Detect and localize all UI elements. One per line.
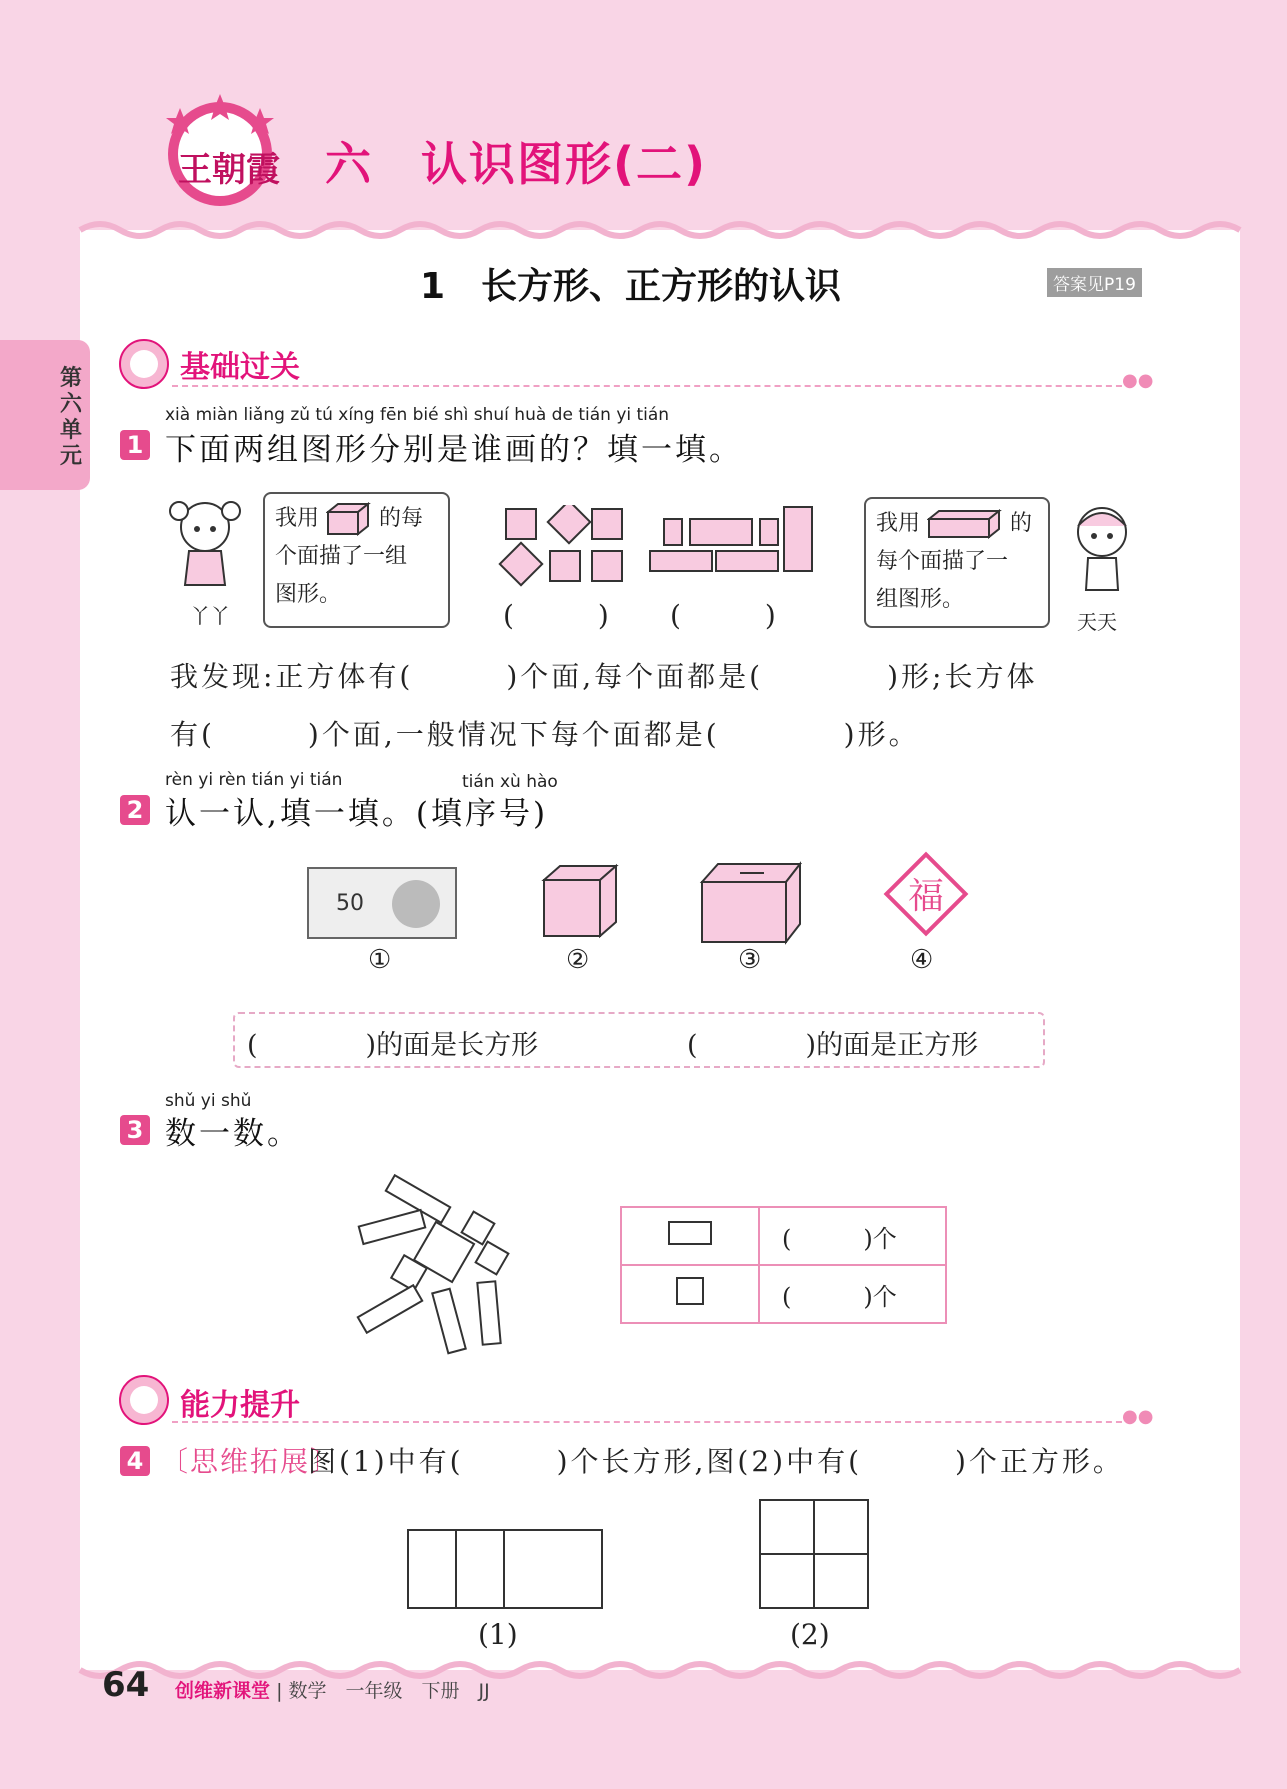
section-icon-basic <box>118 338 170 390</box>
lesson-title: 1 长方形、正方形的认识 <box>420 266 842 307</box>
box-image <box>698 860 804 946</box>
q2-answer-rectangle[interactable]: ( )的面是长方形 <box>247 1030 539 1061</box>
q1-finding-line-2: 有( )个面,一般情况下每个面都是( )形。 <box>170 718 920 751</box>
cuboid-icon <box>927 509 1003 539</box>
girl-yaya-illustration <box>165 495 245 605</box>
fu-paper-cut-image <box>878 846 974 942</box>
banknote-image <box>306 866 458 942</box>
section-icon-advanced <box>118 1374 170 1426</box>
q1-blank-2[interactable]: ( ) <box>670 599 776 632</box>
label-4: ④ <box>910 945 934 975</box>
fu-character: 福 <box>908 876 945 917</box>
right-bubble-text-3: 每个面描了一 <box>876 549 1009 574</box>
square-icon-cell <box>621 1265 759 1323</box>
left-bubble-text-2: 的每 <box>379 506 424 531</box>
section-title-advanced: 能力提升 <box>180 1388 300 1423</box>
girl-name: 丫丫 <box>190 604 230 628</box>
footer-book-details: | 数学 一年级 下册 JJ <box>276 1680 490 1702</box>
figure-2-label: (2) <box>790 1618 830 1651</box>
q4-text: 图(1)中有( )个长方形,图(2)中有( )个正方形。 <box>308 1445 1124 1478</box>
left-bubble-text-4: 图形。 <box>275 582 342 607</box>
boy-tiantian-illustration <box>1062 500 1142 610</box>
square-count[interactable]: ( )个 <box>759 1265 946 1323</box>
label-3: ③ <box>738 945 762 975</box>
figure-2-squares <box>758 1498 870 1610</box>
rectangle-count[interactable]: ( )个 <box>759 1207 946 1265</box>
left-speech-bubble <box>263 492 450 628</box>
table-row <box>621 1265 946 1323</box>
figure-1-rectangles <box>406 1528 606 1612</box>
side-tab-label: 第六单元 <box>60 366 83 469</box>
rectangle-group <box>648 505 818 585</box>
count-table <box>620 1206 947 1324</box>
right-bubble-text-1: 我用 <box>876 511 921 536</box>
q3-text: 数一数。 <box>165 1116 301 1152</box>
banknote-value: 50 <box>336 891 364 916</box>
dots-icon: ●● <box>1122 370 1154 391</box>
answer-reference: 答案见P19 <box>1047 268 1142 297</box>
q3-pinyin: shǔ yi shǔ <box>165 1091 252 1111</box>
section-divider <box>172 1421 1132 1423</box>
q4-tag: 〔思维拓展〕 <box>160 1445 341 1478</box>
side-tab <box>0 340 90 490</box>
q2-answer-box <box>233 1012 1045 1068</box>
cube-icon <box>326 502 372 536</box>
brand-name: 王朝霞 <box>178 150 280 190</box>
q2-pinyin-1: rèn yi rèn tián yi tián <box>165 770 343 790</box>
footer-book-name: 创维新课堂 <box>175 1680 271 1702</box>
section-divider <box>172 385 1132 387</box>
right-bubble-text-2: 的 <box>1010 511 1033 536</box>
q1-text: 下面两组图形分别是谁画的？填一填。 <box>165 432 743 468</box>
dots-icon: ●● <box>1122 1406 1154 1427</box>
q1-number: 1 <box>120 430 150 460</box>
gift-cube-image <box>540 862 620 942</box>
q1-blank-1[interactable]: ( ) <box>503 599 609 632</box>
page-number: 64 <box>102 1665 150 1705</box>
label-1: ① <box>368 945 392 975</box>
label-2: ② <box>566 945 590 975</box>
left-bubble-text-1: 我用 <box>275 506 320 531</box>
chapter-title: 六 认识图形(二) <box>325 137 708 191</box>
section-title-basic: 基础过关 <box>180 350 300 385</box>
robot-shape-figure <box>350 1170 520 1355</box>
q3-number: 3 <box>120 1115 150 1145</box>
footer-book-info <box>175 1676 490 1703</box>
q2-answer-square[interactable]: ( )的面是正方形 <box>687 1030 979 1061</box>
square-group <box>498 505 630 589</box>
right-bubble-text-4: 组图形。 <box>876 587 965 612</box>
q1-pinyin: xià miàn liǎng zǔ tú xíng fēn bié shì shuí huà de tián yi tián <box>165 405 670 425</box>
left-bubble-text-3: 个面描了一组 <box>275 544 408 569</box>
q2-pinyin-2: tián xù hào <box>462 772 558 792</box>
boy-name: 天天 <box>1077 610 1117 634</box>
table-row <box>621 1207 946 1265</box>
q4-number: 4 <box>120 1446 150 1476</box>
square-icon <box>676 1277 704 1305</box>
rectangle-icon-cell <box>621 1207 759 1265</box>
q1-finding-line-1: 我发现:正方体有( )个面,每个面都是( )形;长方体 <box>170 660 1038 693</box>
figure-1-label: (1) <box>478 1618 518 1651</box>
rectangle-icon <box>668 1221 712 1245</box>
right-speech-bubble <box>864 497 1050 628</box>
q2-number: 2 <box>120 795 150 825</box>
q2-text: 认一认,填一填。(填序号) <box>165 796 549 832</box>
